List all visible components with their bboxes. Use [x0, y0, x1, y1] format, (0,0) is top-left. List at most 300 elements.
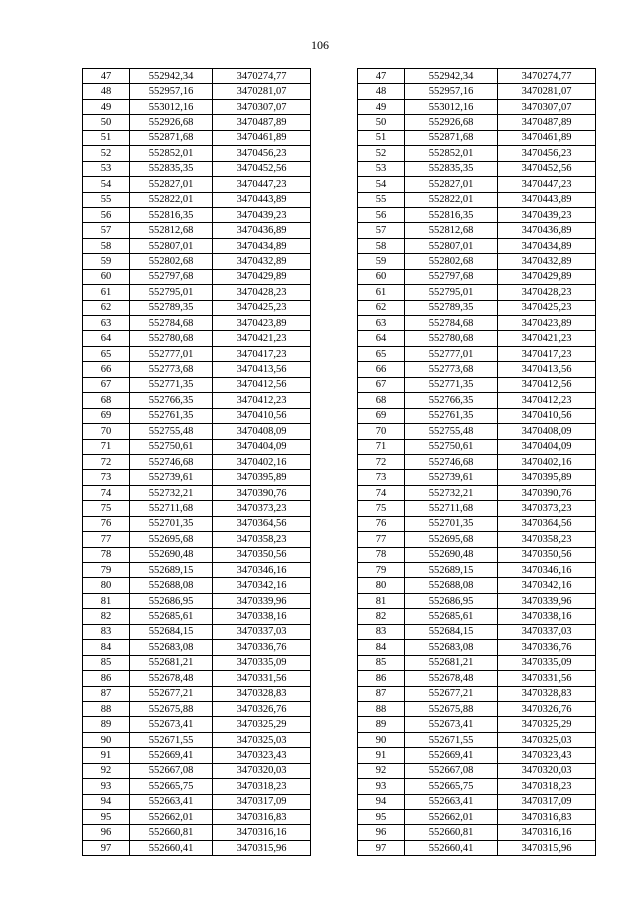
left-y-coordinate-cell: 3470447,23	[213, 177, 311, 192]
left-x-coordinate-cell: 552683,08	[130, 640, 213, 655]
table-gap	[311, 825, 358, 840]
right-point-number-cell: 68	[358, 393, 405, 408]
table-gap	[311, 362, 358, 377]
right-point-number-cell: 65	[358, 346, 405, 361]
right-x-coordinate-cell: 552784,68	[405, 316, 498, 331]
table-gap	[311, 331, 358, 346]
table-gap	[311, 840, 358, 855]
left-point-number-cell: 49	[83, 99, 130, 114]
right-x-coordinate-cell: 552773,68	[405, 362, 498, 377]
right-point-number-cell: 64	[358, 331, 405, 346]
right-point-number-cell: 88	[358, 701, 405, 716]
left-y-coordinate-cell: 3470336,76	[213, 640, 311, 655]
right-x-coordinate-cell: 552665,75	[405, 779, 498, 794]
right-point-number-cell: 71	[358, 439, 405, 454]
left-y-coordinate-cell: 3470274,77	[213, 69, 311, 84]
left-x-coordinate-cell: 552812,68	[130, 223, 213, 238]
table-gap	[311, 609, 358, 624]
right-x-coordinate-cell: 552812,68	[405, 223, 498, 238]
left-point-number-cell: 79	[83, 563, 130, 578]
table-row	[83, 300, 596, 315]
table-gap	[311, 563, 358, 578]
left-y-coordinate-cell: 3470316,16	[213, 825, 311, 840]
left-point-number-cell: 62	[83, 300, 130, 315]
left-point-number-cell: 72	[83, 454, 130, 469]
right-point-number-cell: 83	[358, 624, 405, 639]
left-x-coordinate-cell: 552671,55	[130, 732, 213, 747]
right-x-coordinate-cell: 552667,08	[405, 763, 498, 778]
left-point-number-cell: 55	[83, 192, 130, 207]
table-gap	[311, 130, 358, 145]
table-gap	[311, 192, 358, 207]
left-y-coordinate-cell: 3470320,03	[213, 763, 311, 778]
left-point-number-cell: 60	[83, 269, 130, 284]
right-point-number-cell: 96	[358, 825, 405, 840]
left-point-number-cell: 48	[83, 84, 130, 99]
left-y-coordinate-cell: 3470417,23	[213, 346, 311, 361]
left-point-number-cell: 81	[83, 593, 130, 608]
left-y-coordinate-cell: 3470390,76	[213, 485, 311, 500]
left-x-coordinate-cell: 552739,61	[130, 470, 213, 485]
right-y-coordinate-cell: 3470320,03	[498, 763, 596, 778]
right-y-coordinate-cell: 3470408,09	[498, 424, 596, 439]
left-x-coordinate-cell: 552822,01	[130, 192, 213, 207]
right-x-coordinate-cell: 552852,01	[405, 146, 498, 161]
table-row	[83, 130, 596, 145]
right-x-coordinate-cell: 552675,88	[405, 701, 498, 716]
left-y-coordinate-cell: 3470373,23	[213, 501, 311, 516]
right-x-coordinate-cell: 552711,68	[405, 501, 498, 516]
table-gap	[311, 794, 358, 809]
left-x-coordinate-cell: 552766,35	[130, 393, 213, 408]
left-y-coordinate-cell: 3470328,83	[213, 686, 311, 701]
left-x-coordinate-cell: 552663,41	[130, 794, 213, 809]
table-gap	[311, 532, 358, 547]
left-y-coordinate-cell: 3470358,23	[213, 532, 311, 547]
right-point-number-cell: 53	[358, 161, 405, 176]
left-x-coordinate-cell: 552755,48	[130, 424, 213, 439]
right-x-coordinate-cell: 552673,41	[405, 717, 498, 732]
table-row	[83, 516, 596, 531]
table-row	[83, 717, 596, 732]
table-row	[83, 763, 596, 778]
right-y-coordinate-cell: 3470307,07	[498, 99, 596, 114]
right-x-coordinate-cell: 552690,48	[405, 547, 498, 562]
table-row	[83, 115, 596, 130]
right-point-number-cell: 92	[358, 763, 405, 778]
right-x-coordinate-cell: 552685,61	[405, 609, 498, 624]
left-y-coordinate-cell: 3470315,96	[213, 840, 311, 855]
left-point-number-cell: 83	[83, 624, 130, 639]
right-y-coordinate-cell: 3470456,23	[498, 146, 596, 161]
right-y-coordinate-cell: 3470412,23	[498, 393, 596, 408]
left-x-coordinate-cell: 552942,34	[130, 69, 213, 84]
table-row	[83, 84, 596, 99]
right-point-number-cell: 79	[358, 563, 405, 578]
right-y-coordinate-cell: 3470325,29	[498, 717, 596, 732]
left-y-coordinate-cell: 3470335,09	[213, 655, 311, 670]
table-gap	[311, 285, 358, 300]
table-gap	[311, 238, 358, 253]
right-point-number-cell: 57	[358, 223, 405, 238]
table-gap	[311, 655, 358, 670]
left-y-coordinate-cell: 3470325,29	[213, 717, 311, 732]
left-y-coordinate-cell: 3470429,89	[213, 269, 311, 284]
right-x-coordinate-cell: 552755,48	[405, 424, 498, 439]
right-x-coordinate-cell: 552669,41	[405, 748, 498, 763]
table-row	[83, 146, 596, 161]
right-y-coordinate-cell: 3470421,23	[498, 331, 596, 346]
right-point-number-cell: 81	[358, 593, 405, 608]
right-point-number-cell: 72	[358, 454, 405, 469]
left-point-number-cell: 89	[83, 717, 130, 732]
left-point-number-cell: 92	[83, 763, 130, 778]
right-y-coordinate-cell: 3470412,56	[498, 377, 596, 392]
right-y-coordinate-cell: 3470328,83	[498, 686, 596, 701]
table-row	[83, 671, 596, 686]
left-x-coordinate-cell: 552662,01	[130, 810, 213, 825]
left-x-coordinate-cell: 552688,08	[130, 578, 213, 593]
table-row	[83, 346, 596, 361]
right-y-coordinate-cell: 3470429,89	[498, 269, 596, 284]
right-x-coordinate-cell: 552681,21	[405, 655, 498, 670]
table-gap	[311, 146, 358, 161]
left-x-coordinate-cell: 552669,41	[130, 748, 213, 763]
right-y-coordinate-cell: 3470436,89	[498, 223, 596, 238]
left-y-coordinate-cell: 3470412,23	[213, 393, 311, 408]
right-y-coordinate-cell: 3470358,23	[498, 532, 596, 547]
right-y-coordinate-cell: 3470432,89	[498, 254, 596, 269]
left-x-coordinate-cell: 552701,35	[130, 516, 213, 531]
left-point-number-cell: 69	[83, 408, 130, 423]
left-x-coordinate-cell: 552673,41	[130, 717, 213, 732]
table-gap	[311, 763, 358, 778]
right-y-coordinate-cell: 3470452,56	[498, 161, 596, 176]
right-y-coordinate-cell: 3470425,23	[498, 300, 596, 315]
right-x-coordinate-cell: 552695,68	[405, 532, 498, 547]
right-x-coordinate-cell: 552827,01	[405, 177, 498, 192]
right-y-coordinate-cell: 3470402,16	[498, 454, 596, 469]
right-x-coordinate-cell: 552802,68	[405, 254, 498, 269]
right-y-coordinate-cell: 3470281,07	[498, 84, 596, 99]
left-point-number-cell: 86	[83, 671, 130, 686]
right-x-coordinate-cell: 552795,01	[405, 285, 498, 300]
right-y-coordinate-cell: 3470337,03	[498, 624, 596, 639]
table-gap	[311, 84, 358, 99]
table-gap	[311, 516, 358, 531]
left-x-coordinate-cell: 552660,41	[130, 840, 213, 855]
left-y-coordinate-cell: 3470408,09	[213, 424, 311, 439]
right-point-number-cell: 51	[358, 130, 405, 145]
right-x-coordinate-cell: 552771,35	[405, 377, 498, 392]
left-y-coordinate-cell: 3470316,83	[213, 810, 311, 825]
right-x-coordinate-cell: 552750,61	[405, 439, 498, 454]
table-row	[83, 238, 596, 253]
table-gap	[311, 346, 358, 361]
table-row	[83, 285, 596, 300]
left-y-coordinate-cell: 3470331,56	[213, 671, 311, 686]
left-y-coordinate-cell: 3470432,89	[213, 254, 311, 269]
left-x-coordinate-cell: 552665,75	[130, 779, 213, 794]
left-y-coordinate-cell: 3470307,07	[213, 99, 311, 114]
table-row	[83, 161, 596, 176]
table-row	[83, 69, 596, 84]
table-row	[83, 563, 596, 578]
right-y-coordinate-cell: 3470274,77	[498, 69, 596, 84]
right-x-coordinate-cell: 552701,35	[405, 516, 498, 531]
right-y-coordinate-cell: 3470443,89	[498, 192, 596, 207]
right-point-number-cell: 90	[358, 732, 405, 747]
right-y-coordinate-cell: 3470316,16	[498, 825, 596, 840]
left-point-number-cell: 54	[83, 177, 130, 192]
table-gap	[311, 408, 358, 423]
table-row	[83, 578, 596, 593]
right-y-coordinate-cell: 3470390,76	[498, 485, 596, 500]
right-point-number-cell: 75	[358, 501, 405, 516]
table-row	[83, 810, 596, 825]
right-x-coordinate-cell: 552816,35	[405, 207, 498, 222]
table-gap	[311, 99, 358, 114]
table-gap	[311, 424, 358, 439]
table-row	[83, 779, 596, 794]
table-row	[83, 485, 596, 500]
left-x-coordinate-cell: 552746,68	[130, 454, 213, 469]
left-y-coordinate-cell: 3470439,23	[213, 207, 311, 222]
right-y-coordinate-cell: 3470318,23	[498, 779, 596, 794]
table-gap	[311, 177, 358, 192]
right-y-coordinate-cell: 3470336,76	[498, 640, 596, 655]
table-row	[83, 408, 596, 423]
right-y-coordinate-cell: 3470395,89	[498, 470, 596, 485]
right-y-coordinate-cell: 3470413,56	[498, 362, 596, 377]
table-row	[83, 454, 596, 469]
table-row	[83, 393, 596, 408]
table-gap	[311, 779, 358, 794]
left-y-coordinate-cell: 3470337,03	[213, 624, 311, 639]
right-x-coordinate-cell: 552688,08	[405, 578, 498, 593]
left-x-coordinate-cell: 552835,35	[130, 161, 213, 176]
right-point-number-cell: 76	[358, 516, 405, 531]
left-point-number-cell: 80	[83, 578, 130, 593]
coordinate-tables	[82, 68, 595, 856]
left-point-number-cell: 56	[83, 207, 130, 222]
left-x-coordinate-cell: 552816,35	[130, 207, 213, 222]
right-point-number-cell: 84	[358, 640, 405, 655]
right-x-coordinate-cell: 552789,35	[405, 300, 498, 315]
left-point-number-cell: 78	[83, 547, 130, 562]
table-row	[83, 501, 596, 516]
right-x-coordinate-cell: 552746,68	[405, 454, 498, 469]
left-y-coordinate-cell: 3470421,23	[213, 331, 311, 346]
right-point-number-cell: 86	[358, 671, 405, 686]
left-x-coordinate-cell: 552926,68	[130, 115, 213, 130]
table-gap	[311, 207, 358, 222]
table-row	[83, 701, 596, 716]
right-y-coordinate-cell: 3470434,89	[498, 238, 596, 253]
table-gap	[311, 300, 358, 315]
right-y-coordinate-cell: 3470439,23	[498, 207, 596, 222]
right-point-number-cell: 55	[358, 192, 405, 207]
left-x-coordinate-cell: 552686,95	[130, 593, 213, 608]
left-x-coordinate-cell: 552732,21	[130, 485, 213, 500]
right-point-number-cell: 61	[358, 285, 405, 300]
table-row	[83, 748, 596, 763]
table-row	[83, 593, 596, 608]
right-y-coordinate-cell: 3470428,23	[498, 285, 596, 300]
table-gap	[311, 377, 358, 392]
table-row	[83, 624, 596, 639]
left-y-coordinate-cell: 3470395,89	[213, 470, 311, 485]
left-y-coordinate-cell: 3470404,09	[213, 439, 311, 454]
left-y-coordinate-cell: 3470318,23	[213, 779, 311, 794]
left-point-number-cell: 90	[83, 732, 130, 747]
right-x-coordinate-cell: 552871,68	[405, 130, 498, 145]
table-gap	[311, 439, 358, 454]
left-x-coordinate-cell: 552871,68	[130, 130, 213, 145]
right-x-coordinate-cell: 552678,48	[405, 671, 498, 686]
left-point-number-cell: 93	[83, 779, 130, 794]
table-gap	[311, 470, 358, 485]
left-x-coordinate-cell: 552773,68	[130, 362, 213, 377]
table-gap	[311, 223, 358, 238]
table-gap	[311, 578, 358, 593]
table-gap	[311, 640, 358, 655]
table-gap	[311, 547, 358, 562]
table-row	[83, 331, 596, 346]
right-point-number-cell: 91	[358, 748, 405, 763]
left-point-number-cell: 67	[83, 377, 130, 392]
right-point-number-cell: 59	[358, 254, 405, 269]
left-point-number-cell: 95	[83, 810, 130, 825]
right-point-number-cell: 82	[358, 609, 405, 624]
right-point-number-cell: 63	[358, 316, 405, 331]
left-point-number-cell: 66	[83, 362, 130, 377]
left-x-coordinate-cell: 552695,68	[130, 532, 213, 547]
table-gap	[311, 686, 358, 701]
table-gap	[311, 748, 358, 763]
right-point-number-cell: 54	[358, 177, 405, 192]
right-y-coordinate-cell: 3470364,56	[498, 516, 596, 531]
table-row	[83, 609, 596, 624]
right-point-number-cell: 58	[358, 238, 405, 253]
right-y-coordinate-cell: 3470315,96	[498, 840, 596, 855]
right-y-coordinate-cell: 3470335,09	[498, 655, 596, 670]
table-row	[83, 316, 596, 331]
left-point-number-cell: 61	[83, 285, 130, 300]
left-y-coordinate-cell: 3470452,56	[213, 161, 311, 176]
right-point-number-cell: 89	[358, 717, 405, 732]
left-x-coordinate-cell: 552771,35	[130, 377, 213, 392]
right-x-coordinate-cell: 552683,08	[405, 640, 498, 655]
table-gap	[311, 732, 358, 747]
right-y-coordinate-cell: 3470326,76	[498, 701, 596, 716]
right-x-coordinate-cell: 552660,41	[405, 840, 498, 855]
right-point-number-cell: 77	[358, 532, 405, 547]
left-x-coordinate-cell: 552685,61	[130, 609, 213, 624]
left-x-coordinate-cell: 552777,01	[130, 346, 213, 361]
table-row	[83, 732, 596, 747]
table-row	[83, 794, 596, 809]
left-x-coordinate-cell: 552690,48	[130, 547, 213, 562]
right-point-number-cell: 93	[358, 779, 405, 794]
left-x-coordinate-cell: 552678,48	[130, 671, 213, 686]
left-x-coordinate-cell: 552667,08	[130, 763, 213, 778]
left-y-coordinate-cell: 3470342,16	[213, 578, 311, 593]
right-y-coordinate-cell: 3470373,23	[498, 501, 596, 516]
left-y-coordinate-cell: 3470338,16	[213, 609, 311, 624]
left-point-number-cell: 73	[83, 470, 130, 485]
left-point-number-cell: 50	[83, 115, 130, 130]
left-y-coordinate-cell: 3470461,89	[213, 130, 311, 145]
table-row	[83, 439, 596, 454]
table-row	[83, 177, 596, 192]
left-point-number-cell: 64	[83, 331, 130, 346]
left-point-number-cell: 65	[83, 346, 130, 361]
left-x-coordinate-cell: 552802,68	[130, 254, 213, 269]
right-x-coordinate-cell: 552777,01	[405, 346, 498, 361]
right-x-coordinate-cell: 552660,81	[405, 825, 498, 840]
right-x-coordinate-cell: 552766,35	[405, 393, 498, 408]
left-point-number-cell: 97	[83, 840, 130, 855]
left-x-coordinate-cell: 552957,16	[130, 84, 213, 99]
left-y-coordinate-cell: 3470346,16	[213, 563, 311, 578]
right-point-number-cell: 94	[358, 794, 405, 809]
left-x-coordinate-cell: 552807,01	[130, 238, 213, 253]
right-y-coordinate-cell: 3470323,43	[498, 748, 596, 763]
left-y-coordinate-cell: 3470281,07	[213, 84, 311, 99]
right-y-coordinate-cell: 3470447,23	[498, 177, 596, 192]
right-x-coordinate-cell: 552677,21	[405, 686, 498, 701]
left-x-coordinate-cell: 552827,01	[130, 177, 213, 192]
left-x-coordinate-cell: 552689,15	[130, 563, 213, 578]
right-x-coordinate-cell: 552835,35	[405, 161, 498, 176]
left-point-number-cell: 85	[83, 655, 130, 670]
right-point-number-cell: 78	[358, 547, 405, 562]
left-point-number-cell: 68	[83, 393, 130, 408]
right-point-number-cell: 87	[358, 686, 405, 701]
left-y-coordinate-cell: 3470317,09	[213, 794, 311, 809]
right-x-coordinate-cell: 552739,61	[405, 470, 498, 485]
left-y-coordinate-cell: 3470413,56	[213, 362, 311, 377]
table-row	[83, 99, 596, 114]
left-point-number-cell: 75	[83, 501, 130, 516]
table-row	[83, 424, 596, 439]
left-x-coordinate-cell: 552780,68	[130, 331, 213, 346]
left-y-coordinate-cell: 3470350,56	[213, 547, 311, 562]
right-point-number-cell: 80	[358, 578, 405, 593]
table-row	[83, 686, 596, 701]
table-row	[83, 223, 596, 238]
table-row	[83, 840, 596, 855]
right-point-number-cell: 66	[358, 362, 405, 377]
page-number: 106	[311, 38, 329, 52]
table-row	[83, 377, 596, 392]
table-row	[83, 825, 596, 840]
left-x-coordinate-cell: 552761,35	[130, 408, 213, 423]
left-y-coordinate-cell: 3470364,56	[213, 516, 311, 531]
right-y-coordinate-cell: 3470316,83	[498, 810, 596, 825]
right-x-coordinate-cell: 552942,34	[405, 69, 498, 84]
left-point-number-cell: 91	[83, 748, 130, 763]
table-row	[83, 470, 596, 485]
right-x-coordinate-cell: 552797,68	[405, 269, 498, 284]
left-x-coordinate-cell: 552711,68	[130, 501, 213, 516]
table-row	[83, 547, 596, 562]
left-y-coordinate-cell: 3470402,16	[213, 454, 311, 469]
left-y-coordinate-cell: 3470428,23	[213, 285, 311, 300]
left-point-number-cell: 53	[83, 161, 130, 176]
left-point-number-cell: 87	[83, 686, 130, 701]
